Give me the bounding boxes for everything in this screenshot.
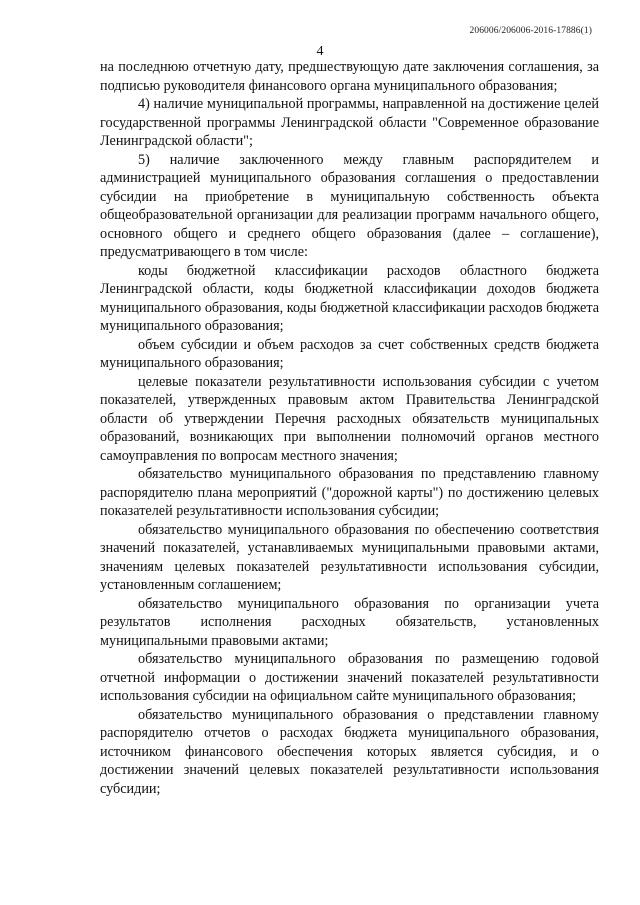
paragraph: 4) наличие муниципальной программы, направленной на достижение целей государственной программы Ленинградской области "Современное образование Ленинградской области"; xyxy=(100,96,599,149)
paragraph: на последнюю отчетную дату, предшествующую дате заключения соглашения, за подписью руководителя финансового органа муниципального образования; xyxy=(100,59,599,94)
page-number: 4 xyxy=(316,44,324,59)
document-body xyxy=(100,58,599,798)
paragraph: 5) наличие заключенного между главным распорядителем и администрацией муниципального образования соглашения о предоставлении субсидии на приобретение в муниципальную собственность объекта общеобразовательной организации для реализации программ начального общего, основного общего и среднего общего образования (далее – соглашение), предусматривающего в том числе: xyxy=(100,151,599,260)
paragraph: обязательство муниципального образования по организации учета результатов исполнения расходных обязательств, установленных муниципальными правовыми актами; xyxy=(100,595,599,649)
paragraph: обязательство муниципального образования по представлению главному распорядителю плана мероприятий ("дорожной карты") по достижению целевых показателей результативности использования субсидии; xyxy=(100,466,599,519)
paragraph: обязательство муниципального образования по обеспечению соответствия значений показателей, устанавливаемых муниципальными правовыми актами, значениям целевых показателей результативности использования субсидии, установленным соглашением; xyxy=(100,521,599,593)
paragraph: коды бюджетной классификации расходов областного бюджета Ленинградской области, коды бюджетной классификации доходов бюджета муниципального образования, коды бюджетной классификации расходов бюджета муниципального образования; xyxy=(100,262,599,334)
paragraph: целевые показатели результативности использования субсидии с учетом показателей, утвержденных правовым актом Правительства Ленинградской области об утверждении Перечня расходных обязательств муниципальных образований, возникающих при выполнении полномочий органов местного самоуправления по вопросам местного значения; xyxy=(100,373,599,464)
paragraph: обязательство муниципального образования по размещению годовой отчетной информации о достижении значений показателей результативности использования субсидии на официальном сайте муниципального образования; xyxy=(100,651,599,704)
document-id: 206006/206006-2016-17886(1) xyxy=(469,26,592,36)
paragraph: обязательство муниципального образования о представлении главному распорядителю отчетов о расходах бюджета муниципального образования, источником финансового обеспечения которых является субсидия, и о достижении значений целевых показателей результативности использования субсидии; xyxy=(100,706,599,797)
paragraph: объем субсидии и объем расходов за счет собственных средств бюджета муниципального образования; xyxy=(100,336,599,371)
